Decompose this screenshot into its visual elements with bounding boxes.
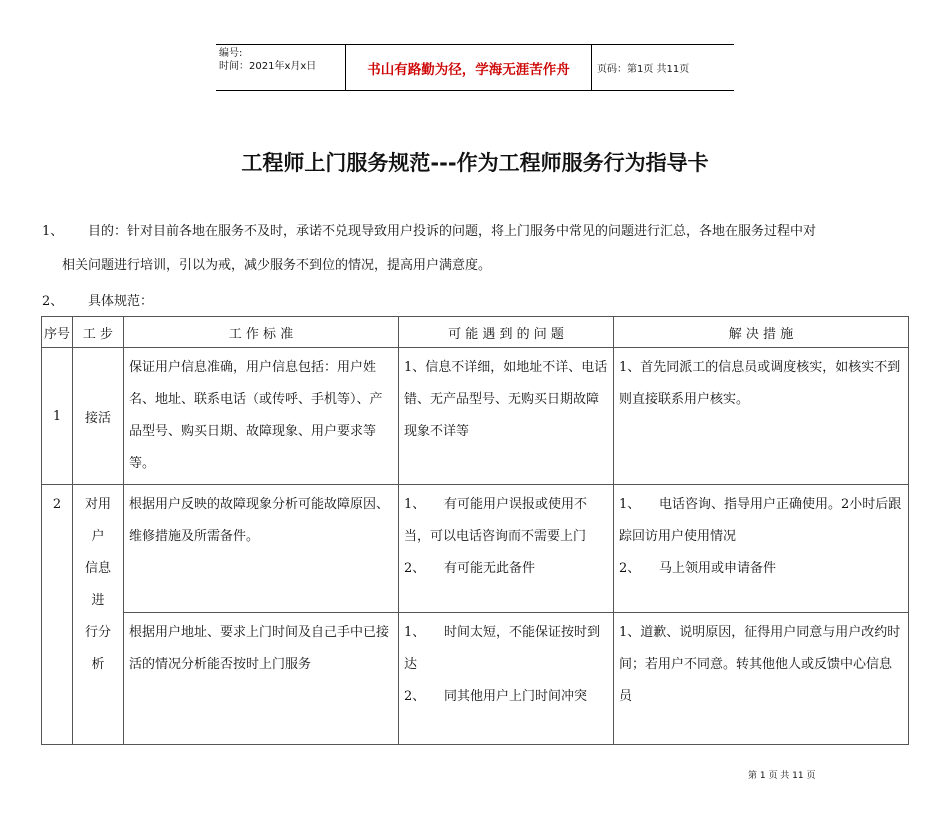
header-meta bbox=[216, 45, 346, 90]
row2a-solution-2: 2、 马上领用或申请备件 bbox=[619, 561, 777, 576]
section-1-text-a: 目的：针对目前各地在服务不及时，承诺不兑现导致用户投诉的问题，将上门服务中常见的问题进行汇总，各地在服务过程中对 bbox=[88, 224, 817, 239]
row2a-problem bbox=[399, 485, 614, 613]
section-2 bbox=[42, 292, 153, 312]
row2a-solution-1: 1、 电话咨询、指导用户正确使用。2小时后跟踪回访用户使用情况 bbox=[619, 497, 902, 544]
row2b-standard: 根据用户地址、要求上门时间及自己手中已接活的情况分析能否按时上门服务 bbox=[124, 613, 399, 745]
time-label: 时间：2021年x月x日 bbox=[219, 61, 317, 72]
row1-solution: 1、首先同派工的信息员或调度核实，如核实不到则直接联系用户核实。 bbox=[614, 348, 909, 485]
section-2-number: 2、 bbox=[42, 294, 64, 309]
header-solution: 解 决 措 施 bbox=[614, 317, 909, 348]
header-page-label: 页码：第1页 共11页 bbox=[597, 64, 690, 75]
row1-step: 接活 bbox=[73, 348, 124, 485]
header-no: 序号 bbox=[42, 317, 73, 348]
table-row bbox=[42, 485, 909, 613]
row2b-solution: 1、道歉、说明原因，征得用户同意与用户改约时间；若用户不同意。转其他他人或反馈中心信息员 bbox=[614, 613, 909, 745]
row2b-problem bbox=[399, 613, 614, 745]
header-motto: 书山有路勤为径，学海无涯苦作舟 bbox=[346, 45, 592, 90]
page-footer: 第 1 页 共 11 页 bbox=[748, 771, 816, 781]
row2a-problem-1: 1、 有可能用户误报或使用不当，可以电话咨询而不需要上门 bbox=[404, 497, 588, 544]
table-row bbox=[42, 348, 909, 485]
row2a-standard: 根据用户反映的故障现象分析可能故障原因、维修措施及所需备件。 bbox=[124, 485, 399, 613]
row2-step-line: 对用 bbox=[84, 497, 111, 512]
row2a-solution bbox=[614, 485, 909, 613]
row2-step-line: 户 bbox=[91, 529, 105, 544]
row2a-problem-2: 2、 有可能无此备件 bbox=[404, 561, 536, 576]
row2b-problem-1: 1、 时间太短，不能保证按时到达 bbox=[404, 625, 601, 672]
serial-label: 编号: bbox=[219, 48, 243, 59]
row2-step-line: 析 bbox=[91, 657, 105, 672]
section-1 bbox=[42, 222, 912, 242]
row1-no: 1 bbox=[42, 348, 73, 485]
section-1-continued: 相关问题进行培训，引以为戒，减少服务不到位的情况，提高用户满意度。 bbox=[62, 258, 492, 273]
spec-table bbox=[41, 316, 909, 745]
row2-no: 2 bbox=[42, 485, 73, 745]
table-row bbox=[42, 613, 909, 745]
table-header-row bbox=[42, 317, 909, 348]
row1-problem: 1、信息不详细，如地址不详、电话错、无产品型号、无购买日期故障现象不详等 bbox=[399, 348, 614, 485]
row1-standard: 保证用户信息准确，用户信息包括：用户姓名、地址、联系电话（或传呼、手机等）、产品型号、购买日期、故障现象、用户要求等等。 bbox=[124, 348, 399, 485]
header-step: 工 步 bbox=[73, 317, 124, 348]
row2-step-line: 行分 bbox=[84, 625, 111, 640]
header-standard: 工 作 标 准 bbox=[124, 317, 399, 348]
row2-step-line: 进 bbox=[91, 593, 105, 608]
document-title: 工程师上门服务规范---作为工程师服务行为指导卡 bbox=[241, 151, 709, 175]
row2-step bbox=[73, 485, 124, 745]
row2-step-line: 信息 bbox=[84, 561, 111, 576]
section-2-text: 具体规范： bbox=[88, 294, 154, 309]
page-header bbox=[216, 44, 734, 91]
row2b-problem-2: 2、 同其他用户上门时间冲突 bbox=[404, 689, 588, 704]
header-problem: 可 能 遇 到 的 问 题 bbox=[399, 317, 614, 348]
section-1-number: 1、 bbox=[42, 224, 64, 239]
